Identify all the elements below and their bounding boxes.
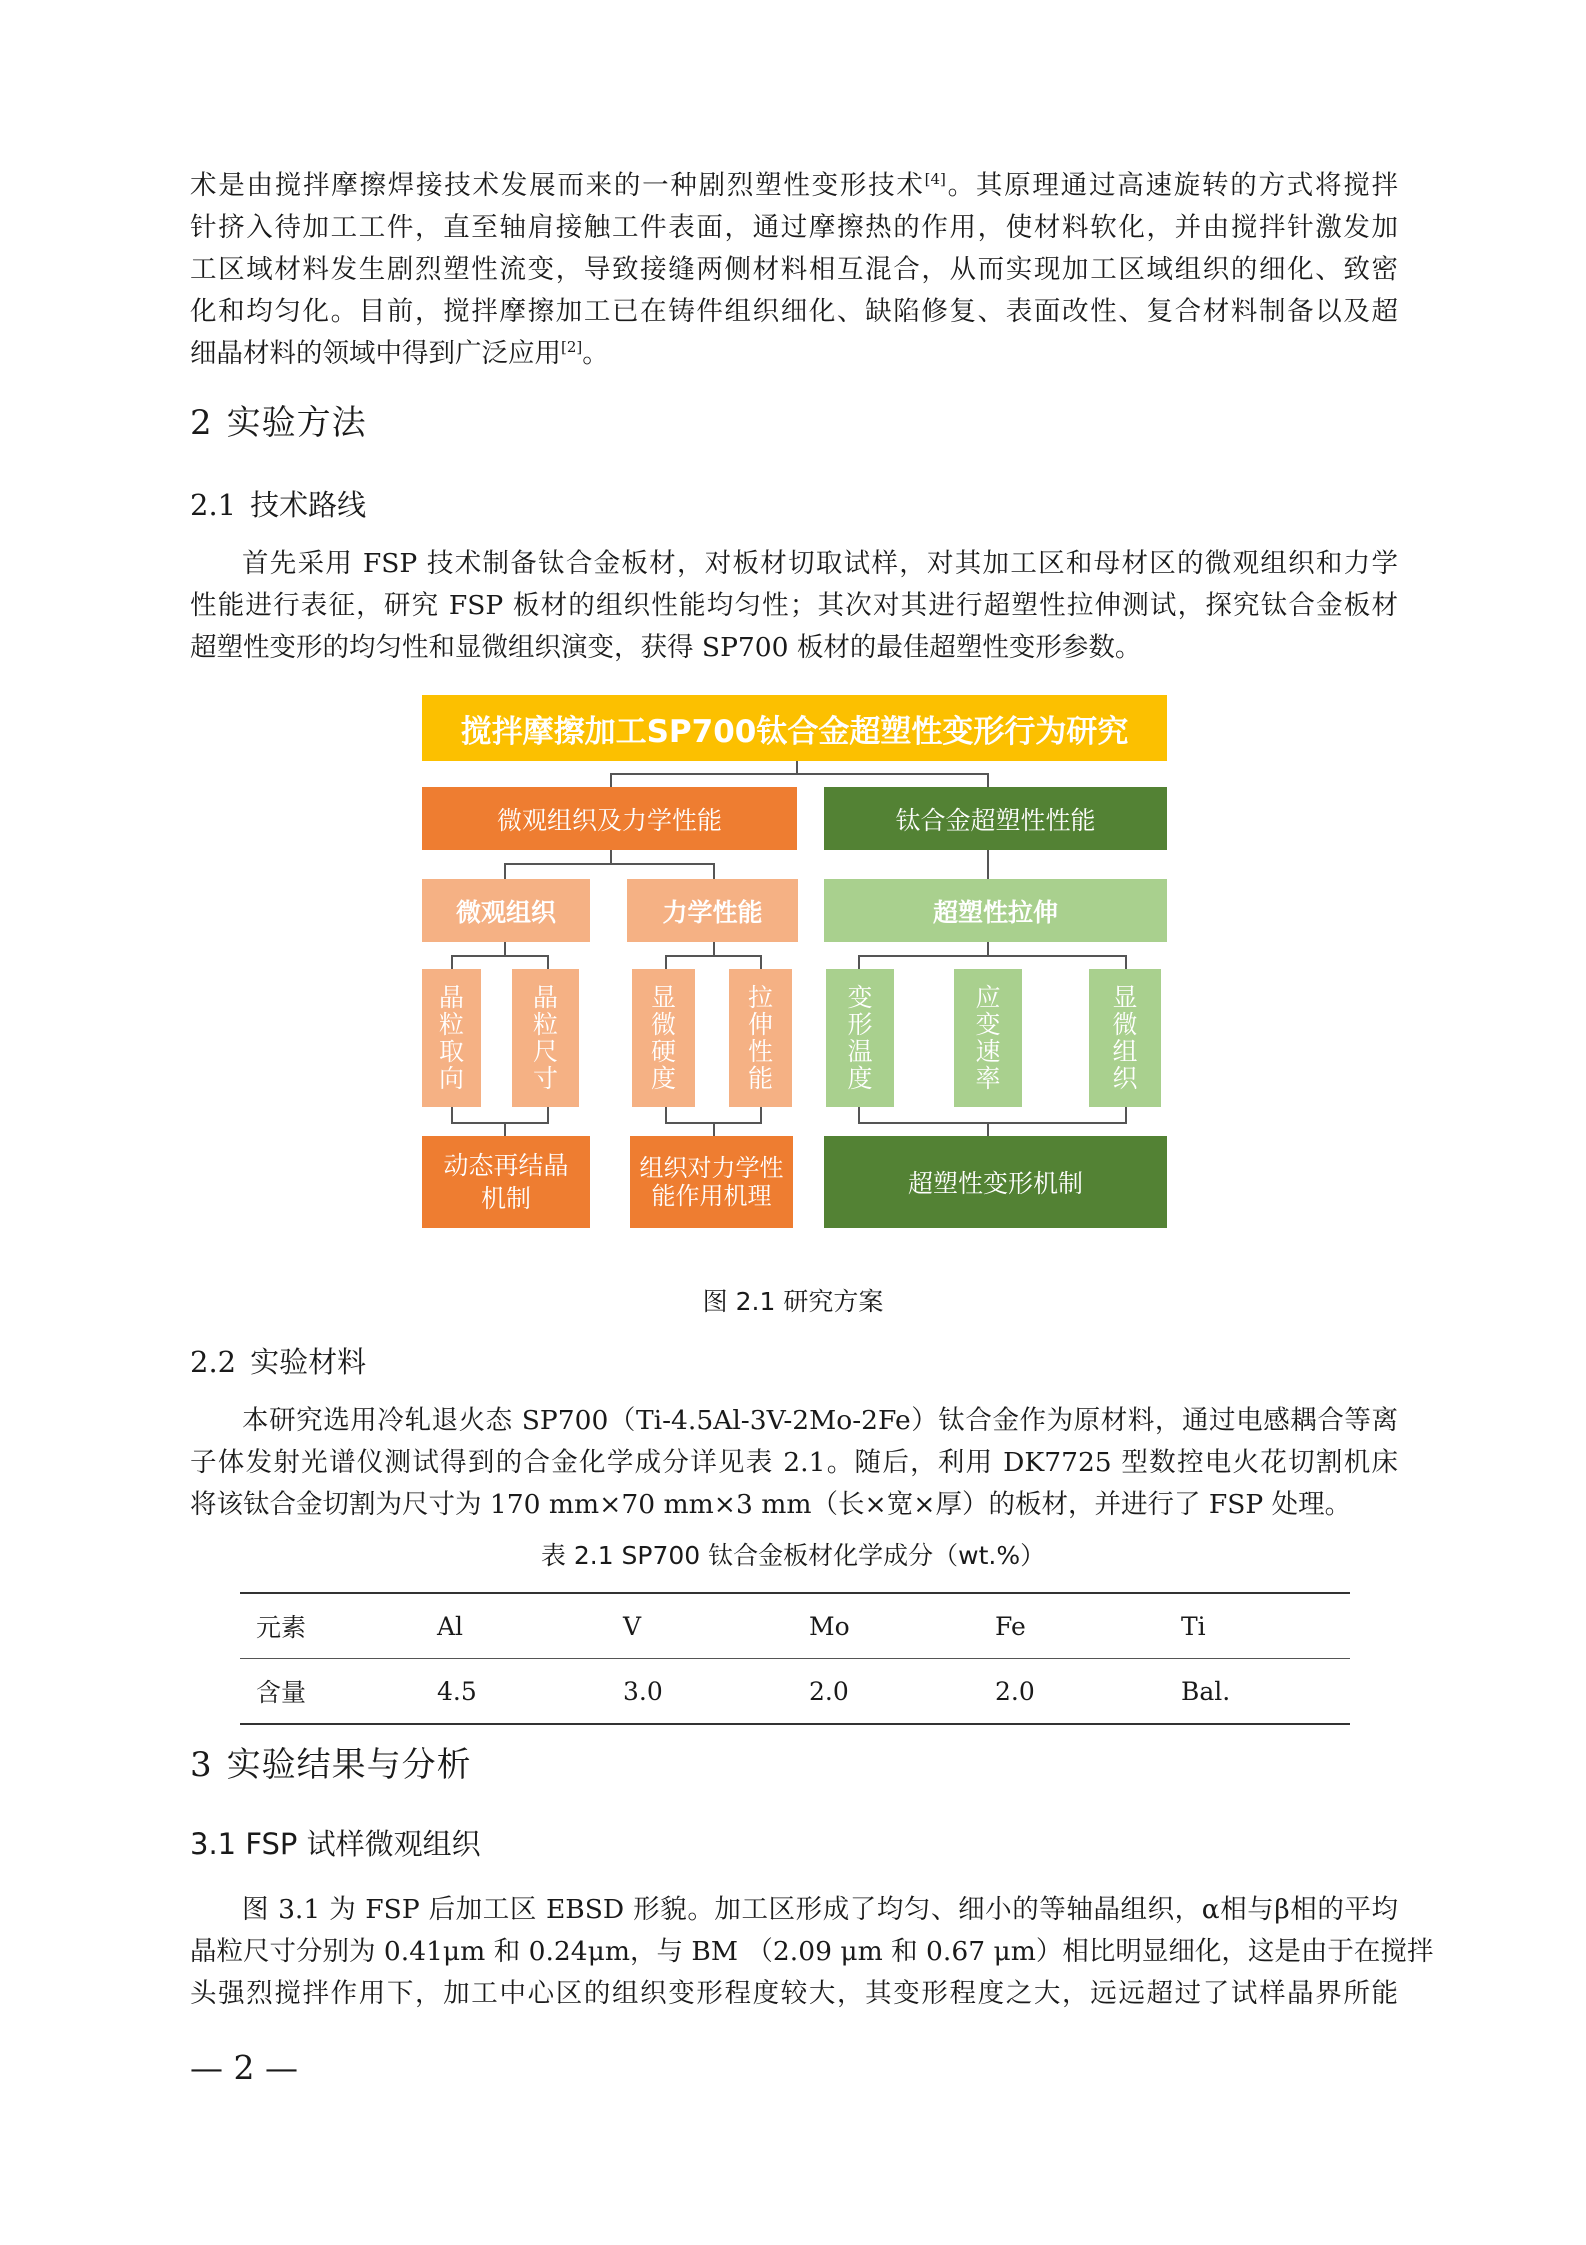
materials-paragraph bbox=[190, 1400, 1398, 1526]
results-line-2: 晶粒尺寸分别为 0.41μm 和 0.24μm，与 BM （2.09 μm 和 0.67 μm）相比明显细化，这是由于在搅拌 bbox=[190, 1936, 1434, 1967]
diagram-branch-micro-mech: 微观组织及力学性能 bbox=[422, 787, 797, 850]
method-line-2: 性能进行表征，研究 FSP 板材的组织性能均匀性；其次对其进行超塑性拉伸测试，探究钛合金板材 bbox=[190, 590, 1398, 621]
diagram-sub-superplastic-tension: 超塑性拉伸 bbox=[824, 879, 1167, 942]
table-cell: 2.0 bbox=[793, 1659, 979, 1725]
materials-line-2: 子体发射光谱仪测试得到的合金化学成分详见表 2.1。随后，利用 DK7725 型数控电火花切割机床 bbox=[190, 1447, 1398, 1478]
results-line-3: 头强烈搅拌作用下，加工中心区的组织变形程度较大，其变形程度之大，远远超过了试样晶界所能 bbox=[190, 1978, 1398, 2009]
citation-ref[interactable]: [4] bbox=[924, 170, 946, 188]
figure-caption: 图 2.1 研究方案 bbox=[702, 1287, 884, 1316]
diagram-leaf-microstructure: 显 微 组 织 bbox=[1089, 969, 1161, 1107]
intro-paragraph bbox=[190, 165, 1398, 375]
table-header-cell: V bbox=[607, 1593, 793, 1659]
method-paragraph bbox=[190, 543, 1398, 669]
table-caption: 表 2.1 SP700 钛合金板材化学成分（wt.%） bbox=[540, 1541, 1046, 1570]
diagram-out-mechanism: 组织对力学性 能作用机理 bbox=[630, 1136, 793, 1228]
subsection-heading: 2.1 技术路线 bbox=[190, 488, 367, 522]
diagram-out-drx: 动态再结晶 机制 bbox=[422, 1136, 590, 1228]
intro-line-4: 化和均匀化。目前，搅拌摩擦加工已在铸件组织细化、缺陷修复、表面改性、复合材料制备以及超 bbox=[190, 296, 1398, 327]
table-header-cell: 元素 bbox=[240, 1593, 421, 1659]
diagram-title-box: 搅拌摩擦加工SP700钛合金超塑性变形行为研究 bbox=[422, 695, 1167, 761]
diagram-leaf-grain-orientation: 晶 粒 取 向 bbox=[422, 969, 481, 1107]
diagram-out-superplastic-mechanism: 超塑性变形机制 bbox=[824, 1136, 1167, 1228]
subsection-heading: 2.2 实验材料 bbox=[190, 1345, 367, 1379]
diagram-branch-superplastic: 钛合金超塑性性能 bbox=[824, 787, 1167, 850]
citation-ref[interactable]: [2] bbox=[561, 338, 583, 356]
materials-line-3: 将该钛合金切割为尺寸为 170 mm×70 mm×3 mm（长×宽×厚）的板材，并进行了 FSP 处理。 bbox=[190, 1489, 1352, 1520]
table-header-cell: Mo bbox=[793, 1593, 979, 1659]
subsection-heading: 3.1 FSP 试样微观组织 bbox=[190, 1827, 481, 1861]
table-header-cell: Al bbox=[421, 1593, 607, 1659]
composition-table bbox=[240, 1592, 1350, 1725]
method-line-3: 超塑性变形的均匀性和显微组织演变，获得 SP700 板材的最佳超塑性变形参数。 bbox=[190, 632, 1142, 663]
section-heading: 2 实验方法 bbox=[190, 403, 367, 443]
results-line-1: 图 3.1 为 FSP 后加工区 EBSD 形貌。加工区形成了均匀、细小的等轴晶组织，α相与β相的平均 bbox=[242, 1894, 1398, 1925]
table-cell: 含量 bbox=[240, 1659, 421, 1725]
diagram-leaf-microhardness: 显 微 硬 度 bbox=[632, 969, 695, 1107]
intro-line-2: 针挤入待加工工件，直至轴肩接触工件表面，通过摩擦热的作用，使材料软化，并由搅拌针激发加 bbox=[190, 212, 1398, 243]
table-cell: 2.0 bbox=[979, 1659, 1165, 1725]
intro-line-3: 工区域材料发生剧烈塑性流变，导致接缝两侧材料相互混合，从而实现加工区域组织的细化、致密 bbox=[190, 254, 1398, 285]
diagram-leaf-deformation-temp: 变 形 温 度 bbox=[826, 969, 894, 1107]
diagram-leaf-grain-size: 晶 粒 尺 寸 bbox=[512, 969, 579, 1107]
materials-line-1: 本研究选用冷轧退火态 SP700（Ti-4.5Al-3V-2Mo-2Fe）钛合金作为原材料，通过电感耦合等离 bbox=[242, 1405, 1398, 1436]
table-cell: 4.5 bbox=[421, 1659, 607, 1725]
results-paragraph bbox=[190, 1889, 1434, 2015]
page-number: — 2 — bbox=[190, 2048, 298, 2087]
table-cell: 3.0 bbox=[607, 1659, 793, 1725]
method-line-1: 首先采用 FSP 技术制备钛合金板材，对板材切取试样，对其加工区和母材区的微观组织和力学 bbox=[242, 548, 1398, 579]
table-header-cell: Fe bbox=[979, 1593, 1165, 1659]
intro-line-1: 术是由搅拌摩擦焊接技术发展而来的一种剧烈塑性变形技术[4]。其原理通过高速旋转的方式将搅拌 bbox=[190, 170, 1399, 201]
diagram-sub-mechanical: 力学性能 bbox=[627, 879, 798, 942]
table-header-row bbox=[240, 1593, 1350, 1659]
section-heading: 3 实验结果与分析 bbox=[190, 1745, 472, 1785]
intro-line-5: 细晶材料的领域中得到广泛应用[2]。 bbox=[190, 338, 609, 369]
diagram-leaf-strain-rate: 应 变 速 率 bbox=[954, 969, 1022, 1107]
table-row bbox=[240, 1659, 1350, 1725]
table-cell: Bal. bbox=[1165, 1659, 1350, 1725]
diagram-leaf-tensile: 拉 伸 性 能 bbox=[729, 969, 792, 1107]
diagram-sub-microstructure: 微观组织 bbox=[422, 879, 590, 942]
table-header-cell: Ti bbox=[1165, 1593, 1350, 1659]
